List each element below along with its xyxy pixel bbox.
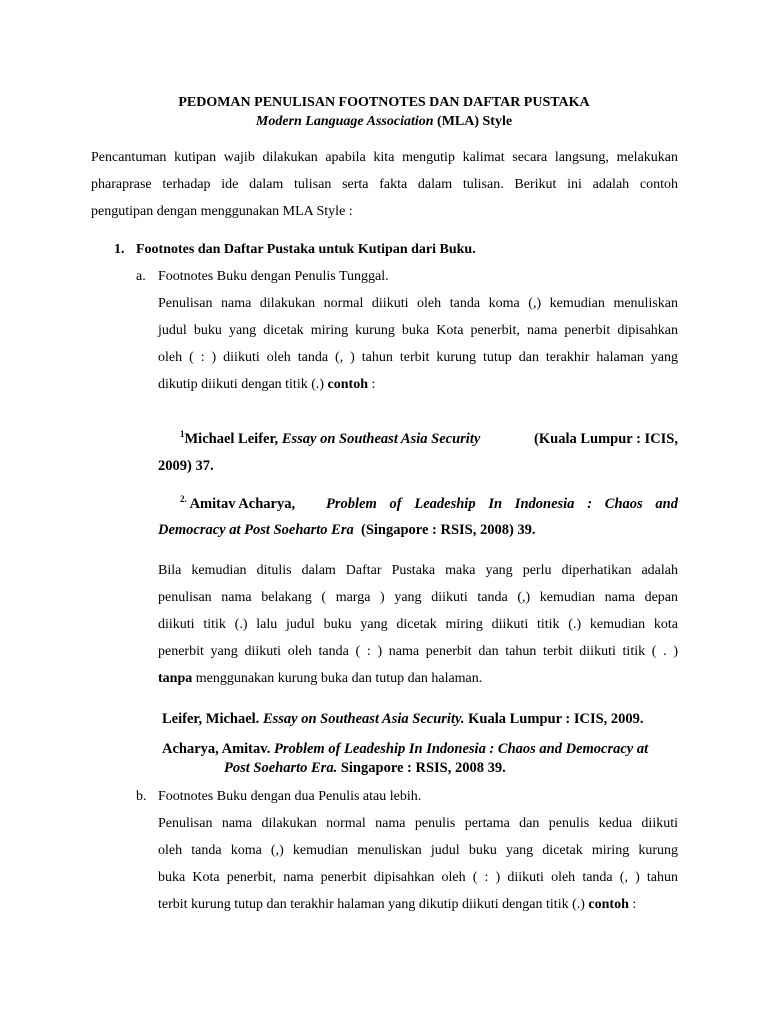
bib-1-publisher: Kuala Lumpur : ICIS, 2009. xyxy=(468,711,644,727)
item-b-body-last xyxy=(158,896,636,914)
subtitle-italic: Modern Language Association xyxy=(255,114,434,129)
intro-line-3: pengutipan dengan menggunakan MLA Style : xyxy=(91,204,353,219)
footnote-1-publisher: (Kuala Lumpur : ICIS, xyxy=(534,431,678,447)
item-a-body-line: Penulisan nama dilakukan normal diikuti oleh tanda koma (,) kemudian menuliskan xyxy=(158,296,678,311)
item-a-body-line: judul buku yang dicetak miring kurung buka Kota penerbit, nama penerbit dipisahkan xyxy=(158,323,678,338)
footnote-2-publisher: (Singapore : RSIS, 2008) 39. xyxy=(361,522,536,538)
section-number: 1. xyxy=(114,242,125,257)
document-subtitle xyxy=(0,113,768,131)
biblio-text-line: Bila kemudian ditulis dalam Daftar Pustaka maka yang perlu diperhatikan adalah xyxy=(158,563,678,578)
item-b-body-line: oleh tanda koma (,) kemudian menuliskan judul buku yang dicetak miring kurung xyxy=(158,843,678,858)
item-b-body-line: buka Kota penerbit, nama penerbit dipisahkan oleh ( : ) diikuti oleh tanda (, ) tahun xyxy=(158,870,678,885)
biblio-text-line: penulisan nama belakang ( marga ) yang diikuti tanda (,) kemudian nama depan xyxy=(158,590,678,605)
bib-1-author: Leifer, Michael. xyxy=(162,711,260,727)
contoh-colon: : xyxy=(368,377,376,392)
bib-2-book-part-2: Post Soeharto Era. xyxy=(224,760,338,776)
item-b-body-last-text: terbit kurung tutup dan terakhir halaman yang dikutip diikuti dengan titik (.) xyxy=(158,897,589,912)
footnote-1-author: Michael Leifer, xyxy=(184,431,279,447)
footnote-2-author: Amitav Acharya, xyxy=(189,496,296,512)
footnote-2-line-2 xyxy=(158,521,536,539)
item-a-body-last xyxy=(158,376,375,394)
footnote-2-book-part-2: Democracy at Post Soeharto Era xyxy=(158,522,354,538)
bib-1-book: Essay on Southeast Asia Security. xyxy=(262,711,465,727)
document-title: PEDOMAN PENULISAN FOOTNOTES DAN DAFTAR PUSTAKA xyxy=(178,95,590,110)
footnote-1-number: 1 xyxy=(180,429,185,439)
footnote-2-number: 2. xyxy=(180,494,187,504)
bibliography-entry-2-line-2 xyxy=(224,759,506,777)
item-b-letter: b. xyxy=(136,789,147,804)
footnote-1-book: Essay on Southeast Asia Security xyxy=(281,431,481,447)
bibliography-entry-1 xyxy=(162,710,644,728)
intro-line-2: pharaprase terhadap ide dalam tulisan serta fakta dalam tulisan. Berikut ini adalah contoh xyxy=(91,177,678,192)
contoh-label: contoh xyxy=(327,377,368,392)
footnote-2-book-part-1: Problem of Leadeship In Indonesia : Chaos and xyxy=(326,496,678,512)
biblio-text-line: diikuti titik (.) lalu judul buku yang dicetak miring diikuti titik (.) kemudian kota xyxy=(158,617,678,632)
tanpa-label: tanpa xyxy=(158,671,193,686)
bib-2-author: Acharya, Amitav. xyxy=(162,741,271,757)
intro-line-1: Pencantuman kutipan wajib dilakukan apabila kita mengutip kalimat secara langsung, melakukan xyxy=(91,150,678,165)
bib-2-book-part-1: Problem of Leadeship In Indonesia : Chaos and Democracy at xyxy=(273,741,649,757)
item-a-title: Footnotes Buku dengan Penulis Tunggal. xyxy=(158,269,389,284)
contoh-label: contoh xyxy=(588,897,629,912)
subtitle-rest: (MLA) Style xyxy=(433,114,513,129)
section-heading: Footnotes dan Daftar Pustaka untuk Kutipan dari Buku. xyxy=(136,242,476,257)
item-a-body-line: oleh ( : ) diikuti oleh tanda (, ) tahun terbit kurung tutup dan terakhir halaman yang xyxy=(158,350,678,365)
item-b-body-line: Penulisan nama dilakukan normal nama penulis pertama dan penulis kedua diikuti xyxy=(158,816,678,831)
biblio-text-last-tail: menggunakan kurung buka dan tutup dan halaman. xyxy=(192,671,483,686)
bibliography-entry-2-line-1 xyxy=(162,740,648,758)
item-a-letter: a. xyxy=(136,269,146,284)
bib-2-publisher: Singapore : RSIS, 2008 39. xyxy=(337,760,506,776)
item-b-title: Footnotes Buku dengan dua Penulis atau lebih. xyxy=(158,789,422,804)
item-a-body-last-text: dikutip diikuti dengan titik (.) xyxy=(158,377,328,392)
footnote-1-line-1 xyxy=(180,430,480,448)
biblio-text-last xyxy=(158,670,482,688)
contoh-colon: : xyxy=(628,897,637,912)
biblio-text-line: penerbit yang diikuti oleh tanda ( : ) nama penerbit dan tahun terbit diikuti titik ( . ) xyxy=(158,644,678,659)
footnote-1-line-2: 2009) 37. xyxy=(158,458,214,474)
